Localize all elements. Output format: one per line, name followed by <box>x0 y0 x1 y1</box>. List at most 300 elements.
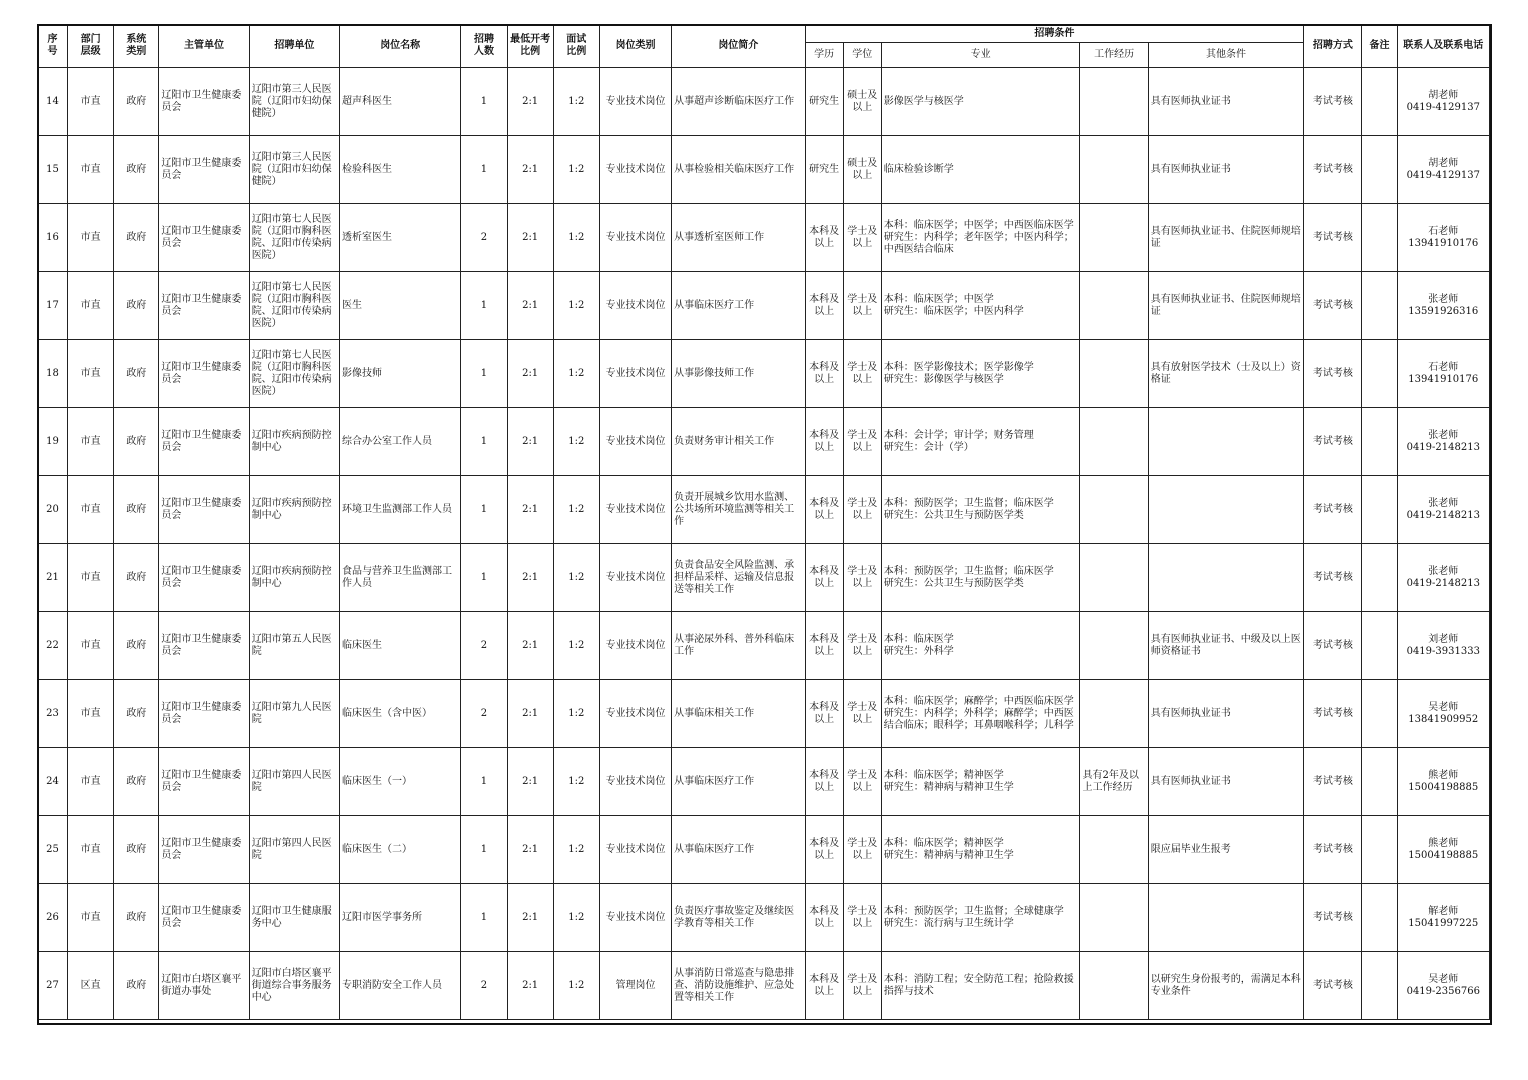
table-body <box>38 68 1490 1020</box>
cell-desc: 从事临床医疗工作 <box>672 748 805 816</box>
cell-degree: 学士及以上 <box>843 204 881 272</box>
cell-remark <box>1362 884 1397 952</box>
cell-experience <box>1080 816 1148 884</box>
cell-experience <box>1080 272 1148 340</box>
cell-min-ratio: 2:1 <box>507 68 553 136</box>
cell-unit: 辽阳市第三人民医院（辽阳市妇幼保健院） <box>249 68 339 136</box>
cell-degree: 硕士及以上 <box>843 136 881 204</box>
cell-count: 1 <box>461 408 507 476</box>
cell-system: 政府 <box>114 204 159 272</box>
table-row <box>38 884 1490 952</box>
table-row <box>38 68 1490 136</box>
header-degree: 学位 <box>843 43 881 68</box>
cell-interview-ratio: 1:2 <box>553 748 599 816</box>
cell-method: 考试考核 <box>1304 272 1362 340</box>
header-post-name: 岗位名称 <box>339 25 460 68</box>
cell-min-ratio: 2:1 <box>507 204 553 272</box>
cell-remark <box>1362 952 1397 1020</box>
cell-unit: 辽阳市疾病预防控制中心 <box>249 476 339 544</box>
cell-authority: 辽阳市卫生健康委员会 <box>159 476 249 544</box>
cell-post: 环境卫生监测部工作人员 <box>339 476 460 544</box>
cell-other: 具有医师执业证书、住院医师规培证 <box>1148 272 1304 340</box>
cell-seq: 18 <box>38 340 68 408</box>
cell-count: 1 <box>461 136 507 204</box>
header-row-1 <box>38 25 1490 43</box>
cell-degree: 学士及以上 <box>843 612 881 680</box>
cell-min-ratio: 2:1 <box>507 816 553 884</box>
cell-contact: 张老师 13591926316 <box>1397 272 1489 340</box>
cell-count: 1 <box>461 544 507 612</box>
cell-system: 政府 <box>114 816 159 884</box>
cell-degree: 学士及以上 <box>843 816 881 884</box>
cell-authority: 辽阳市卫生健康委员会 <box>159 68 249 136</box>
cell-count: 2 <box>461 612 507 680</box>
cell-min-ratio: 2:1 <box>507 748 553 816</box>
cell-interview-ratio: 1:2 <box>553 544 599 612</box>
cell-system: 政府 <box>114 884 159 952</box>
cell-post-type: 专业技术岗位 <box>599 272 671 340</box>
cell-other: 限应届毕业生报考 <box>1148 816 1304 884</box>
cell-interview-ratio: 1:2 <box>553 408 599 476</box>
cell-major: 本科：临床医学；精神医学 研究生：精神病与精神卫生学 <box>881 748 1080 816</box>
cell-min-ratio: 2:1 <box>507 952 553 1020</box>
cell-count: 1 <box>461 884 507 952</box>
cell-level: 市直 <box>68 136 114 204</box>
cell-system: 政府 <box>114 544 159 612</box>
cell-interview-ratio: 1:2 <box>553 68 599 136</box>
cell-interview-ratio: 1:2 <box>553 816 599 884</box>
cell-remark <box>1362 204 1397 272</box>
cell-min-ratio: 2:1 <box>507 612 553 680</box>
cell-education: 本科及以上 <box>805 476 843 544</box>
cell-level: 市直 <box>68 612 114 680</box>
table-row <box>38 748 1490 816</box>
cell-other: 具有医师执业证书 <box>1148 680 1304 748</box>
cell-authority: 辽阳市卫生健康委员会 <box>159 544 249 612</box>
cell-remark <box>1362 136 1397 204</box>
header-remark: 备注 <box>1362 25 1397 68</box>
cell-education: 研究生 <box>805 136 843 204</box>
cell-authority: 辽阳市卫生健康委员会 <box>159 884 249 952</box>
cell-major: 本科：预防医学；卫生监督；临床医学 研究生：公共卫生与预防医学类 <box>881 544 1080 612</box>
cell-contact: 胡老师 0419-4129137 <box>1397 136 1489 204</box>
cell-interview-ratio: 1:2 <box>553 476 599 544</box>
cell-desc: 从事消防日常巡查与隐患排查、消防设施维护、应急处置等相关工作 <box>672 952 805 1020</box>
cell-post: 临床医生（二） <box>339 816 460 884</box>
cell-other: 具有医师执业证书、中级及以上医师资格证书 <box>1148 612 1304 680</box>
header-education: 学历 <box>805 43 843 68</box>
cell-degree: 学士及以上 <box>843 680 881 748</box>
cell-method: 考试考核 <box>1304 748 1362 816</box>
cell-unit: 辽阳市疾病预防控制中心 <box>249 408 339 476</box>
cell-desc: 从事临床医疗工作 <box>672 816 805 884</box>
cell-min-ratio: 2:1 <box>507 272 553 340</box>
cell-education: 研究生 <box>805 68 843 136</box>
cell-remark <box>1362 68 1397 136</box>
cell-desc: 负责开展城乡饮用水监测、公共场所环境监测等相关工作 <box>672 476 805 544</box>
cell-desc: 从事临床相关工作 <box>672 680 805 748</box>
cell-method: 考试考核 <box>1304 544 1362 612</box>
cell-experience: 具有2年及以上工作经历 <box>1080 748 1148 816</box>
cell-seq: 14 <box>38 68 68 136</box>
cell-post-type: 专业技术岗位 <box>599 136 671 204</box>
cell-level: 市直 <box>68 340 114 408</box>
cell-system: 政府 <box>114 408 159 476</box>
cell-desc: 从事影像技师工作 <box>672 340 805 408</box>
cell-seq: 23 <box>38 680 68 748</box>
cell-other: 具有放射医学技术（士及以上）资格证 <box>1148 340 1304 408</box>
cell-contact: 胡老师 0419-4129137 <box>1397 68 1489 136</box>
cell-authority: 辽阳市卫生健康委员会 <box>159 204 249 272</box>
header-post-type: 岗位类别 <box>599 25 671 68</box>
cell-post: 食品与营养卫生监测部工作人员 <box>339 544 460 612</box>
cell-post-type: 专业技术岗位 <box>599 476 671 544</box>
table-row <box>38 136 1490 204</box>
table-row <box>38 272 1490 340</box>
cell-major: 本科：会计学；审计学；财务管理 研究生：会计（学） <box>881 408 1080 476</box>
cell-interview-ratio: 1:2 <box>553 136 599 204</box>
cell-contact: 熊老师 15004198885 <box>1397 816 1489 884</box>
cell-other <box>1148 544 1304 612</box>
cell-level: 市直 <box>68 680 114 748</box>
cell-experience <box>1080 340 1148 408</box>
cell-experience <box>1080 408 1148 476</box>
header-count: 招聘 人数 <box>461 25 507 68</box>
cell-method: 考试考核 <box>1304 136 1362 204</box>
cell-level: 市直 <box>68 68 114 136</box>
cell-experience <box>1080 544 1148 612</box>
cell-contact: 张老师 0419-2148213 <box>1397 408 1489 476</box>
cell-post: 临床医生（含中医） <box>339 680 460 748</box>
cell-experience <box>1080 136 1148 204</box>
header-sys-type: 系统 类别 <box>114 25 159 68</box>
cell-major: 本科：临床医学；中医学 研究生：临床医学；中医内科学 <box>881 272 1080 340</box>
cell-count: 2 <box>461 952 507 1020</box>
cell-desc: 负责财务审计相关工作 <box>672 408 805 476</box>
cell-level: 市直 <box>68 204 114 272</box>
cell-unit: 辽阳市第四人民医院 <box>249 748 339 816</box>
table-row <box>38 476 1490 544</box>
cell-post-type: 专业技术岗位 <box>599 612 671 680</box>
table-row <box>38 612 1490 680</box>
cell-post-type: 管理岗位 <box>599 952 671 1020</box>
cell-post: 影像技师 <box>339 340 460 408</box>
cell-level: 市直 <box>68 476 114 544</box>
cell-contact: 熊老师 15004198885 <box>1397 748 1489 816</box>
cell-major: 本科：临床医学；麻醉学；中西医临床医学 研究生：内科学；外科学；麻醉学；中西医结合临床；眼科学；耳鼻咽喉科学；儿科学 <box>881 680 1080 748</box>
cell-count: 1 <box>461 748 507 816</box>
table-row <box>38 204 1490 272</box>
cell-level: 市直 <box>68 272 114 340</box>
cell-unit: 辽阳市第七人民医院（辽阳市胸科医院、辽阳市传染病医院） <box>249 272 339 340</box>
cell-remark <box>1362 680 1397 748</box>
cell-interview-ratio: 1:2 <box>553 952 599 1020</box>
cell-other <box>1148 408 1304 476</box>
cell-method: 考试考核 <box>1304 816 1362 884</box>
table-row <box>38 952 1490 1020</box>
cell-degree: 学士及以上 <box>843 340 881 408</box>
cell-education: 本科及以上 <box>805 204 843 272</box>
cell-system: 政府 <box>114 136 159 204</box>
cell-post-type: 专业技术岗位 <box>599 884 671 952</box>
cell-system: 政府 <box>114 952 159 1020</box>
cell-experience <box>1080 204 1148 272</box>
header-other: 其他条件 <box>1148 43 1304 68</box>
cell-contact: 解老师 15041997225 <box>1397 884 1489 952</box>
cell-contact: 张老师 0419-2148213 <box>1397 476 1489 544</box>
cell-degree: 学士及以上 <box>843 476 881 544</box>
header-method: 招聘方式 <box>1304 25 1362 68</box>
cell-other: 具有医师执业证书 <box>1148 136 1304 204</box>
cell-experience <box>1080 476 1148 544</box>
cell-remark <box>1362 476 1397 544</box>
cell-remark <box>1362 748 1397 816</box>
cell-authority: 辽阳市卫生健康委员会 <box>159 816 249 884</box>
cell-system: 政府 <box>114 680 159 748</box>
cell-unit: 辽阳市第五人民医院 <box>249 612 339 680</box>
cell-level: 市直 <box>68 544 114 612</box>
cell-desc: 从事临床医疗工作 <box>672 272 805 340</box>
cell-seq: 15 <box>38 136 68 204</box>
cell-system: 政府 <box>114 68 159 136</box>
cell-level: 市直 <box>68 408 114 476</box>
header-min-ratio: 最低开考 比例 <box>507 25 553 68</box>
cell-desc: 从事透析室医师工作 <box>672 204 805 272</box>
cell-system: 政府 <box>114 272 159 340</box>
cell-post: 临床医生（一） <box>339 748 460 816</box>
cell-method: 考试考核 <box>1304 680 1362 748</box>
cell-post-type: 专业技术岗位 <box>599 68 671 136</box>
cell-major: 影像医学与核医学 <box>881 68 1080 136</box>
cell-contact: 张老师 0419-2148213 <box>1397 544 1489 612</box>
cell-post-type: 专业技术岗位 <box>599 204 671 272</box>
cell-authority: 辽阳市卫生健康委员会 <box>159 340 249 408</box>
cell-contact: 吴老师 0419-2356766 <box>1397 952 1489 1020</box>
cell-interview-ratio: 1:2 <box>553 204 599 272</box>
cell-remark <box>1362 272 1397 340</box>
header-interview-ratio: 面试 比例 <box>553 25 599 68</box>
cell-count: 1 <box>461 68 507 136</box>
cell-unit: 辽阳市第三人民医院（辽阳市妇幼保健院） <box>249 136 339 204</box>
cell-desc: 从事超声诊断临床医疗工作 <box>672 68 805 136</box>
cell-education: 本科及以上 <box>805 884 843 952</box>
cell-post-type: 专业技术岗位 <box>599 408 671 476</box>
cell-degree: 学士及以上 <box>843 408 881 476</box>
cell-education: 本科及以上 <box>805 272 843 340</box>
cell-min-ratio: 2:1 <box>507 544 553 612</box>
cell-method: 考试考核 <box>1304 408 1362 476</box>
cell-post-type: 专业技术岗位 <box>599 544 671 612</box>
cell-seq: 16 <box>38 204 68 272</box>
cell-method: 考试考核 <box>1304 204 1362 272</box>
cell-education: 本科及以上 <box>805 340 843 408</box>
header-dept-level: 部门 层级 <box>68 25 114 68</box>
cell-post: 临床医生 <box>339 612 460 680</box>
cell-interview-ratio: 1:2 <box>553 612 599 680</box>
cell-min-ratio: 2:1 <box>507 476 553 544</box>
cell-seq: 27 <box>38 952 68 1020</box>
cell-post: 综合办公室工作人员 <box>339 408 460 476</box>
cell-min-ratio: 2:1 <box>507 680 553 748</box>
cell-experience <box>1080 884 1148 952</box>
cell-min-ratio: 2:1 <box>507 408 553 476</box>
cell-education: 本科及以上 <box>805 408 843 476</box>
cell-interview-ratio: 1:2 <box>553 884 599 952</box>
cell-desc: 负责食品安全风险监测、承担样品采样、运输及信息报送等相关工作 <box>672 544 805 612</box>
header-contact: 联系人及联系电话 <box>1397 25 1489 68</box>
cell-seq: 24 <box>38 748 68 816</box>
cell-count: 1 <box>461 340 507 408</box>
cell-count: 2 <box>461 204 507 272</box>
cell-post: 透析室医生 <box>339 204 460 272</box>
cell-remark <box>1362 340 1397 408</box>
cell-remark <box>1362 816 1397 884</box>
cell-major: 本科：医学影像技术；医学影像学 研究生：影像医学与核医学 <box>881 340 1080 408</box>
cell-desc: 从事泌尿外科、普外科临床工作 <box>672 612 805 680</box>
header-conditions: 招聘条件 <box>805 25 1304 43</box>
cell-post-type: 专业技术岗位 <box>599 816 671 884</box>
cell-unit: 辽阳市疾病预防控制中心 <box>249 544 339 612</box>
cell-education: 本科及以上 <box>805 816 843 884</box>
cell-other <box>1148 476 1304 544</box>
cell-education: 本科及以上 <box>805 612 843 680</box>
cell-authority: 辽阳市白塔区襄平街道办事处 <box>159 952 249 1020</box>
cell-degree: 学士及以上 <box>843 748 881 816</box>
cell-post: 医生 <box>339 272 460 340</box>
cell-interview-ratio: 1:2 <box>553 272 599 340</box>
cell-post-type: 专业技术岗位 <box>599 680 671 748</box>
cell-min-ratio: 2:1 <box>507 884 553 952</box>
table-row <box>38 340 1490 408</box>
cell-unit: 辽阳市第四人民医院 <box>249 816 339 884</box>
cell-method: 考试考核 <box>1304 340 1362 408</box>
cell-min-ratio: 2:1 <box>507 340 553 408</box>
cell-method: 考试考核 <box>1304 612 1362 680</box>
cell-method: 考试考核 <box>1304 68 1362 136</box>
cell-post-type: 专业技术岗位 <box>599 748 671 816</box>
cell-desc: 负责医疗事故鉴定及继续医学教育等相关工作 <box>672 884 805 952</box>
cell-other: 具有医师执业证书 <box>1148 68 1304 136</box>
header-post-desc: 岗位简介 <box>672 25 805 68</box>
cell-remark <box>1362 612 1397 680</box>
cell-count: 1 <box>461 816 507 884</box>
cell-authority: 辽阳市卫生健康委员会 <box>159 408 249 476</box>
cell-min-ratio: 2:1 <box>507 136 553 204</box>
cell-post-type: 专业技术岗位 <box>599 340 671 408</box>
cell-major: 本科：临床医学；精神医学 研究生：精神病与精神卫生学 <box>881 816 1080 884</box>
cell-degree: 学士及以上 <box>843 952 881 1020</box>
cell-authority: 辽阳市卫生健康委员会 <box>159 612 249 680</box>
header-major: 专业 <box>881 43 1080 68</box>
cell-interview-ratio: 1:2 <box>553 680 599 748</box>
cell-count: 1 <box>461 272 507 340</box>
cell-degree: 硕士及以上 <box>843 68 881 136</box>
cell-major: 本科：临床医学；中医学；中西医临床医学 研究生：内科学；老年医学；中医内科学；中西医结合临床 <box>881 204 1080 272</box>
cell-degree: 学士及以上 <box>843 272 881 340</box>
cell-contact: 吴老师 13841909952 <box>1397 680 1489 748</box>
cell-other: 具有医师执业证书 <box>1148 748 1304 816</box>
cell-system: 政府 <box>114 612 159 680</box>
cell-unit: 辽阳市第七人民医院（辽阳市胸科医院、辽阳市传染病医院） <box>249 204 339 272</box>
cell-seq: 21 <box>38 544 68 612</box>
cell-system: 政府 <box>114 748 159 816</box>
table-row <box>38 408 1490 476</box>
cell-remark <box>1362 544 1397 612</box>
cell-method: 考试考核 <box>1304 952 1362 1020</box>
header-authority: 主管单位 <box>159 25 249 68</box>
cell-education: 本科及以上 <box>805 680 843 748</box>
cell-education: 本科及以上 <box>805 748 843 816</box>
cell-system: 政府 <box>114 340 159 408</box>
cell-level: 区直 <box>68 952 114 1020</box>
cell-other <box>1148 884 1304 952</box>
cell-remark <box>1362 408 1397 476</box>
cell-unit: 辽阳市第七人民医院（辽阳市胸科医院、辽阳市传染病医院） <box>249 340 339 408</box>
cell-post: 检验科医生 <box>339 136 460 204</box>
cell-level: 市直 <box>68 816 114 884</box>
cell-post: 专职消防安全工作人员 <box>339 952 460 1020</box>
cell-contact: 石老师 13941910176 <box>1397 204 1489 272</box>
header-unit: 招聘单位 <box>249 25 339 68</box>
cell-authority: 辽阳市卫生健康委员会 <box>159 680 249 748</box>
cell-method: 考试考核 <box>1304 476 1362 544</box>
cell-system: 政府 <box>114 476 159 544</box>
cell-level: 市直 <box>68 748 114 816</box>
header-experience: 工作经历 <box>1080 43 1148 68</box>
cell-education: 本科及以上 <box>805 544 843 612</box>
table-row <box>38 816 1490 884</box>
cell-experience <box>1080 68 1148 136</box>
table-row <box>38 680 1490 748</box>
cell-post: 辽阳市医学事务所 <box>339 884 460 952</box>
cell-experience <box>1080 680 1148 748</box>
cell-seq: 20 <box>38 476 68 544</box>
cell-education: 本科及以上 <box>805 952 843 1020</box>
cell-count: 2 <box>461 680 507 748</box>
cell-unit: 辽阳市卫生健康服务中心 <box>249 884 339 952</box>
cell-unit: 辽阳市白塔区襄平街道综合事务服务中心 <box>249 952 339 1020</box>
cell-major: 本科：预防医学；卫生监督；临床医学 研究生：公共卫生与预防医学类 <box>881 476 1080 544</box>
cell-level: 市直 <box>68 884 114 952</box>
cell-experience <box>1080 952 1148 1020</box>
cell-interview-ratio: 1:2 <box>553 340 599 408</box>
cell-other: 以研究生身份报考的，需满足本科专业条件 <box>1148 952 1304 1020</box>
cell-contact: 刘老师 0419-3931333 <box>1397 612 1489 680</box>
recruitment-table <box>37 24 1490 1020</box>
cell-desc: 从事检验相关临床医疗工作 <box>672 136 805 204</box>
cell-method: 考试考核 <box>1304 884 1362 952</box>
table-row <box>38 544 1490 612</box>
cell-major: 临床检验诊断学 <box>881 136 1080 204</box>
cell-major: 本科：预防医学；卫生监督；全球健康学 研究生：流行病与卫生统计学 <box>881 884 1080 952</box>
cell-degree: 学士及以上 <box>843 884 881 952</box>
cell-other: 具有医师执业证书、住院医师规培证 <box>1148 204 1304 272</box>
cell-seq: 25 <box>38 816 68 884</box>
cell-seq: 22 <box>38 612 68 680</box>
cell-major: 本科：消防工程；安全防范工程；抢险救援指挥与技术 <box>881 952 1080 1020</box>
header-seq: 序 号 <box>38 25 68 68</box>
cell-authority: 辽阳市卫生健康委员会 <box>159 748 249 816</box>
cell-seq: 26 <box>38 884 68 952</box>
cell-seq: 19 <box>38 408 68 476</box>
cell-experience <box>1080 612 1148 680</box>
cell-contact: 石老师 13941910176 <box>1397 340 1489 408</box>
cell-major: 本科：临床医学 研究生：外科学 <box>881 612 1080 680</box>
cell-seq: 17 <box>38 272 68 340</box>
cell-post: 超声科医生 <box>339 68 460 136</box>
cell-count: 1 <box>461 476 507 544</box>
cell-degree: 学士及以上 <box>843 544 881 612</box>
